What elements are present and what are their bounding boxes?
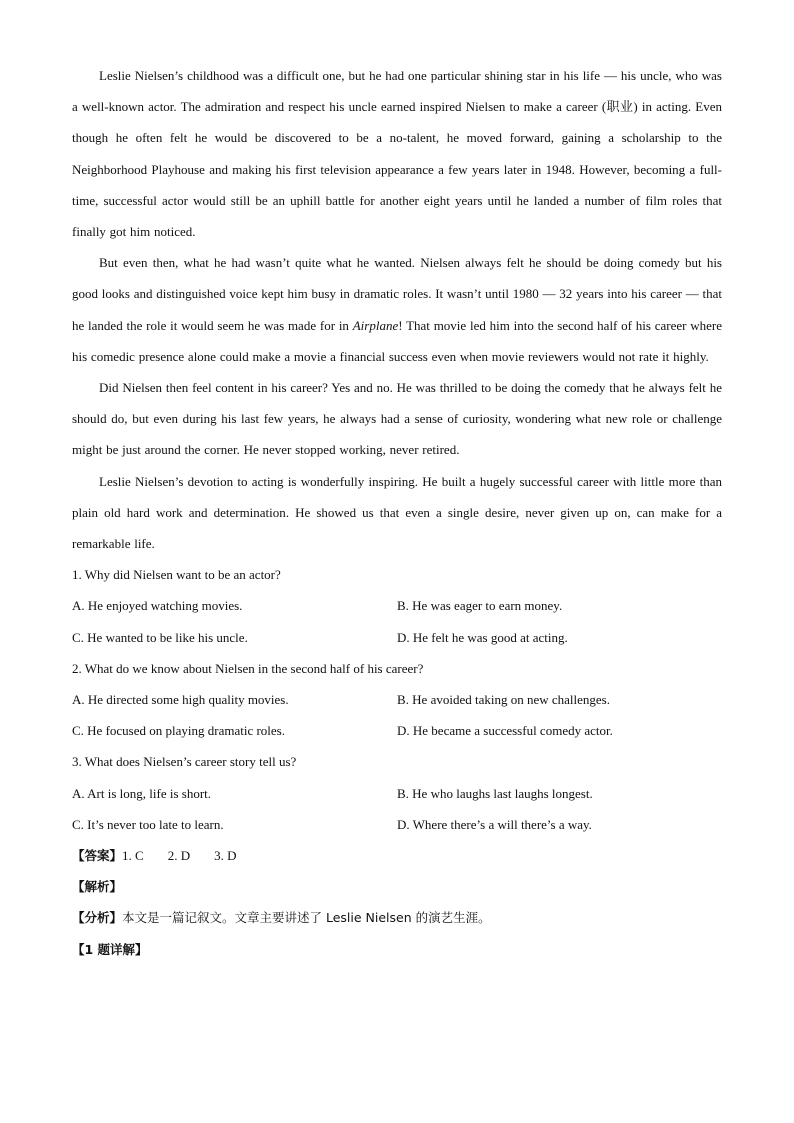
answer-label: 【答案】 <box>72 848 123 864</box>
analysis-summary <box>72 902 722 933</box>
question-3-stem: 3. What does Nielsen’s career story tell us? <box>72 754 297 770</box>
analysis-summary-text: 本文是一篇记叙文。文章主要讲述了 Leslie Nielsen 的演艺生涯。 <box>122 910 491 926</box>
passage-paragraph-2 <box>72 247 722 372</box>
document-page <box>72 60 722 965</box>
option: D. Where there’s a will there’s a way. <box>397 816 592 832</box>
analysis-heading-label: 【解析】 <box>72 879 123 895</box>
question-2-options <box>72 684 722 746</box>
option: D. He felt he was good at acting. <box>397 629 568 645</box>
option: C. He focused on playing dramatic roles. <box>72 723 285 739</box>
option: C. He wanted to be like his uncle. <box>72 629 248 645</box>
option: B. He avoided taking on new challenges. <box>397 692 610 708</box>
option: D. He became a successful comedy actor. <box>397 723 613 739</box>
passage-paragraph-1: Leslie Nielsen’s childhood was a difficult one, but he had one particular shining star in his life — his uncle, who was a well-known actor. The admiration and respect his uncle earned inspired Nielsen to make a career (职业) in acting. Even though he often felt he would be discovered to be a no-talent, he moved forward, gaining a scholarship to the Neighborhood Playhouse and making his first television appearance a few years later in 1948. However, becoming a full-time, successful actor would still be an uphill battle for another eight years until he landed a number of film roles that finally got him noticed. <box>72 68 722 240</box>
detail-heading <box>72 934 722 965</box>
answer-3: 3. D <box>214 848 237 864</box>
option: C. It’s never too late to learn. <box>72 816 224 832</box>
passage-paragraph-4: Leslie Nielsen’s devotion to acting is wonderfully inspiring. He built a hugely successful career with little more than plain old hard work and determination. He showed us that even a single desire, never given up on, can make for a remarkable life. <box>72 473 722 552</box>
paragraph-2-text-a: But even then, what he had wasn’t quite what he wanted. Nielsen always felt he should be doing comedy but his good looks and distinguished voice kept him busy in dramatic roles. It wasn’t until 1980 — 32 years into his career — that he landed the role it would seem he was made for in <box>72 255 722 333</box>
question-3-options <box>72 778 722 840</box>
analysis-summary-label: 【分析】 <box>72 910 123 926</box>
question-2-stem: 2. What do we know about Nielsen in the second half of his career? <box>72 660 424 676</box>
question-1-stem: 1. Why did Nielsen want to be an actor? <box>72 567 281 583</box>
option: A. He enjoyed watching movies. <box>72 598 243 614</box>
answer-1: 1. C <box>122 848 144 864</box>
answer-line <box>72 840 722 871</box>
movie-title: Airplane <box>352 317 399 333</box>
paragraph-2-text-b: ! That movie led him into the second half of his career where his comedic presence alone could make a movie a financial success even when movie reviewers would not rate it highly. <box>72 317 722 364</box>
detail-heading-label: 【1 题详解】 <box>72 941 148 957</box>
question-1-options <box>72 590 722 652</box>
passage-paragraph-3: Did Nielsen then feel content in his career? Yes and no. He was thrilled to be doing the comedy that he always felt he should do, but even during his last few years, he always had a sense of curiosity, wondering what new role or challenge might be just around the corner. He never stopped working, never retired. <box>72 380 722 458</box>
option: B. He was eager to earn money. <box>397 598 563 614</box>
option: A. Art is long, life is short. <box>72 785 212 801</box>
option: B. He who laughs last laughs longest. <box>397 785 593 801</box>
answer-2: 2. D <box>167 848 191 864</box>
option: A. He directed some high quality movies. <box>72 692 289 708</box>
analysis-heading <box>72 871 722 902</box>
